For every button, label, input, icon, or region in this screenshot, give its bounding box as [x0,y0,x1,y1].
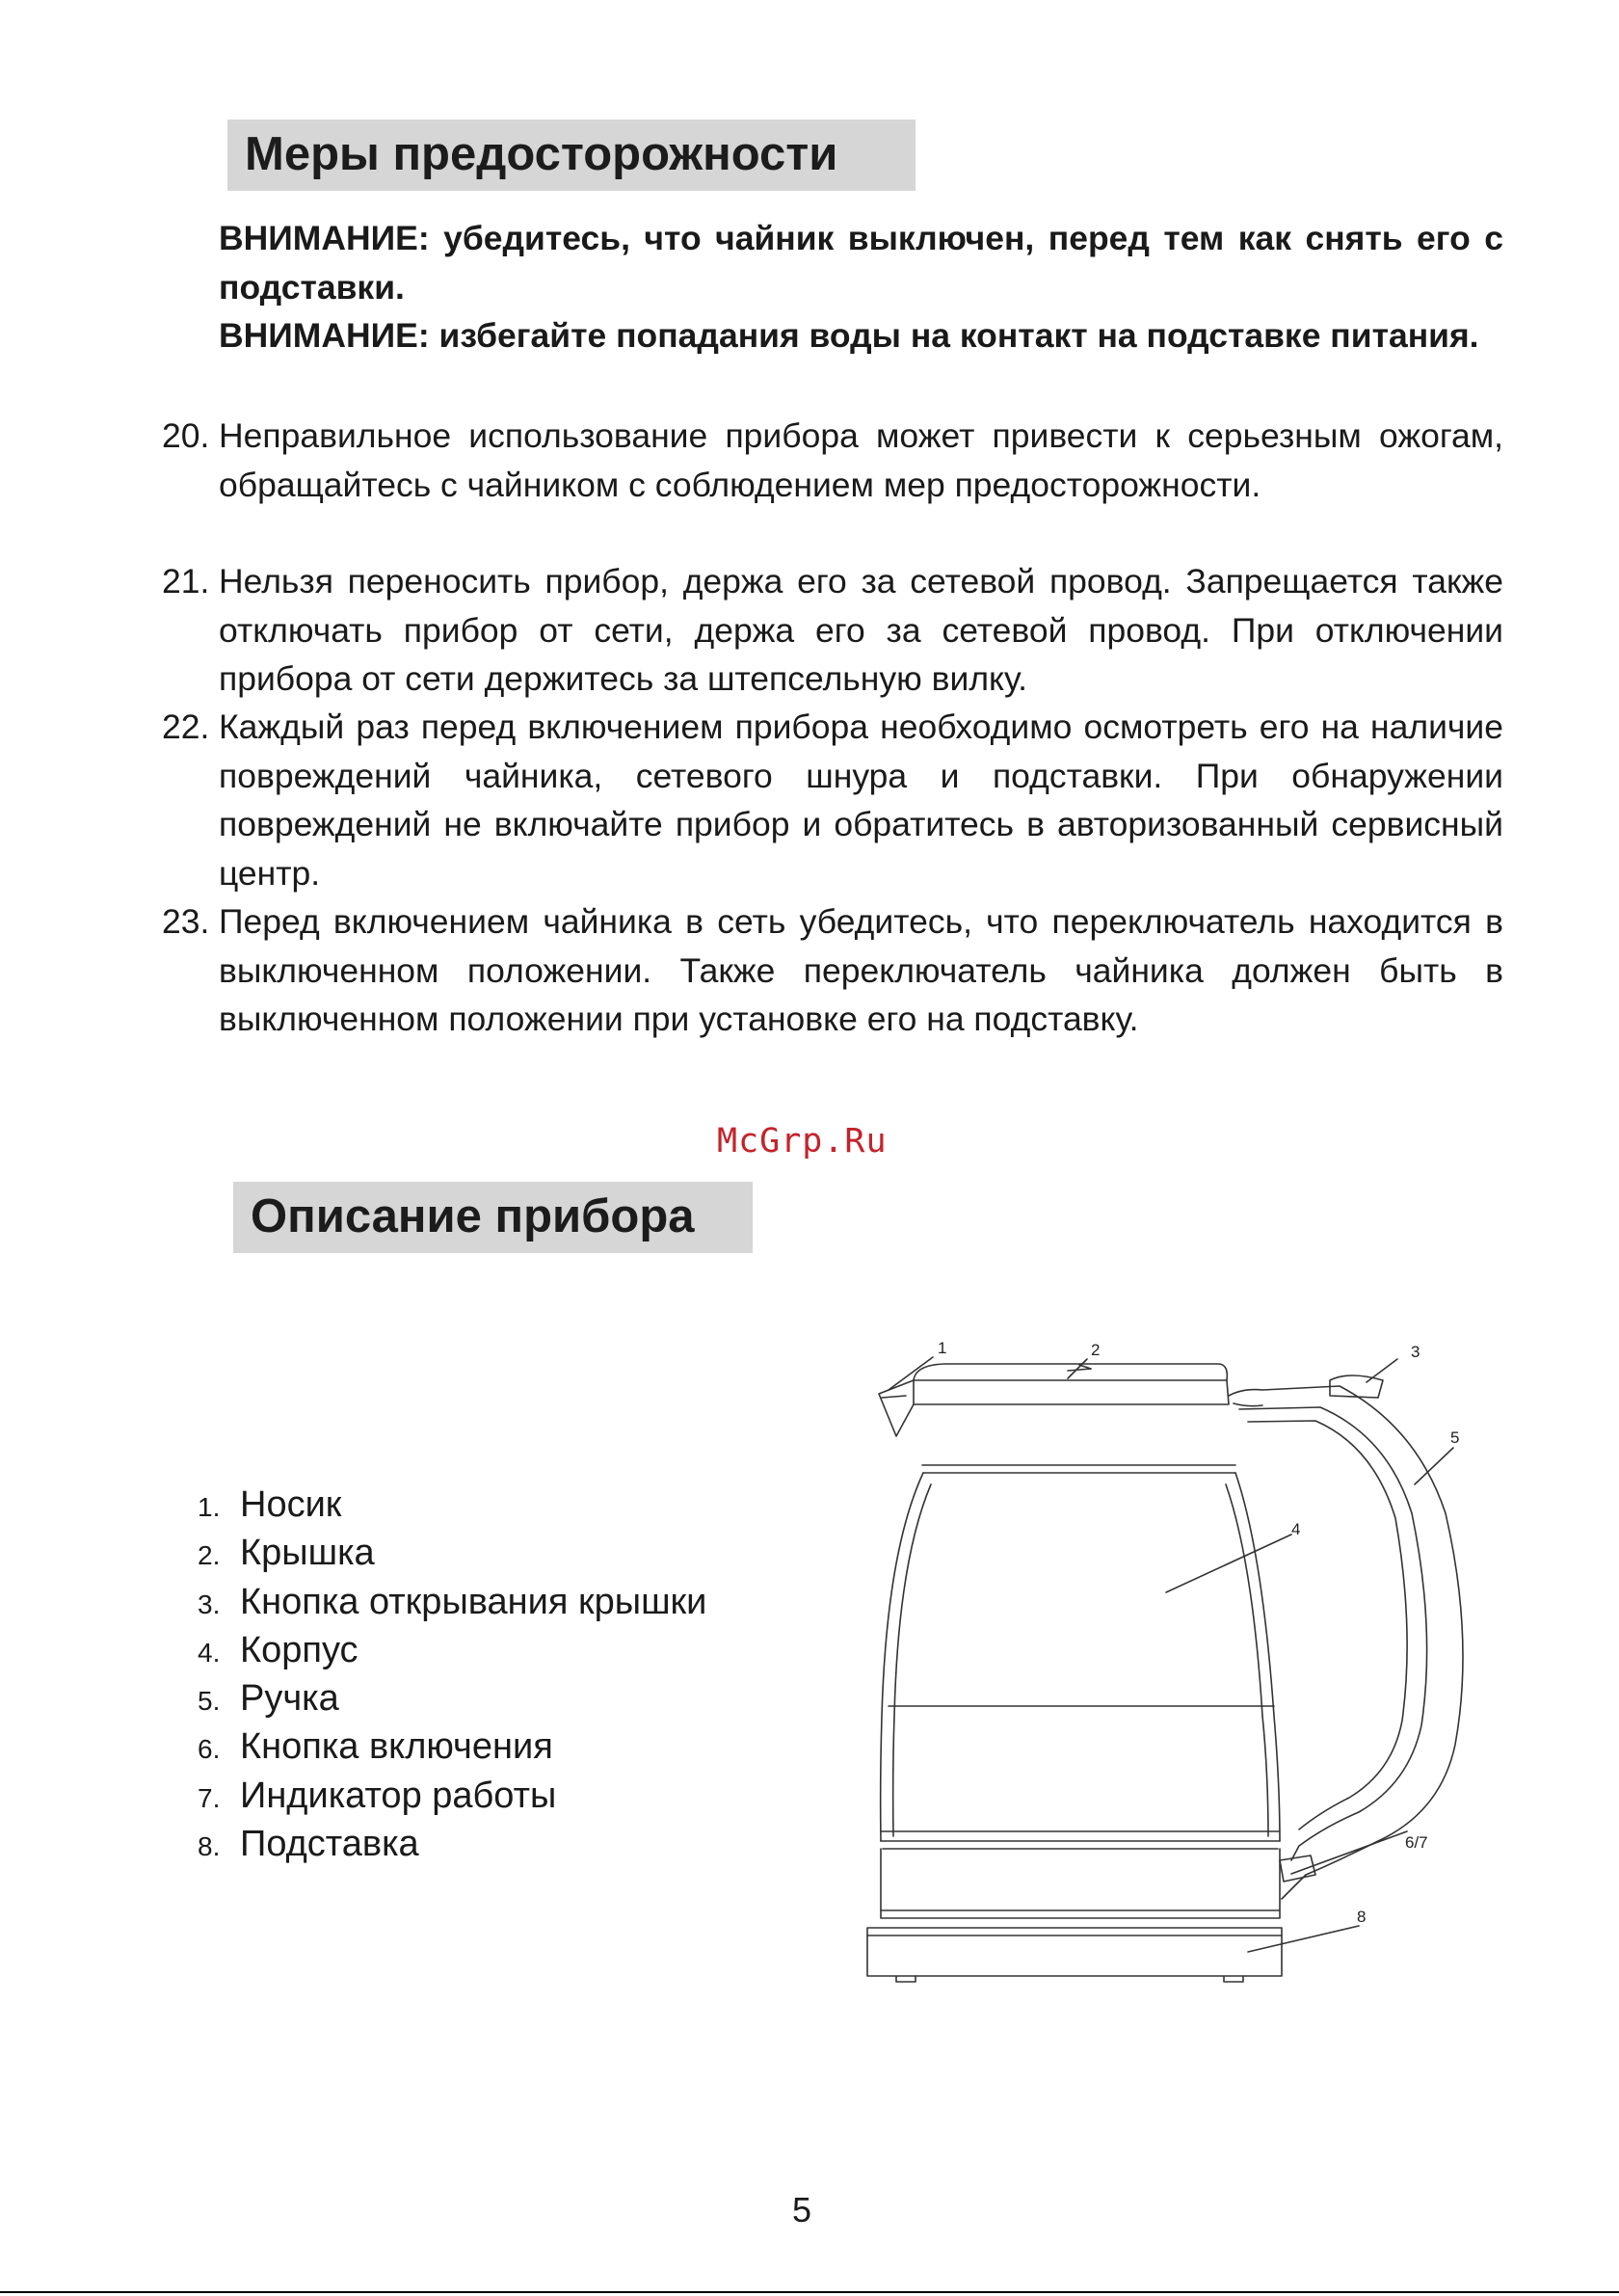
part-label: Ручка [240,1678,339,1720]
part-label: Носик [240,1484,342,1525]
parts-list-item [198,1529,706,1577]
diagram-label-5: 5 [1450,1428,1460,1447]
item-text: Неправильное использование прибора может привести к серьезным ожогам, обращайтесь с чайником с соблюдением мер предосторожности. [219,416,1503,504]
kettle-handle [1229,1386,1463,1899]
part-label: Кнопка открывания крышки [240,1581,707,1622]
part-number: 2. [198,1540,221,1571]
item-text: Каждый раз перед включением прибора необходимо осмотреть его на наличие повреждений чайника, сетевого шнура и подставки. При обнаружении повреждений не включайте прибор и обратитесь в авторизованный сервисный центр. [219,707,1503,893]
item-number: 23. [162,902,210,941]
item-text: Нельзя переносить прибор, держа его за сетевой провод. Запрещается также отключать прибор от сети, держа его за сетевой провод. При отключении прибора от сети держитесь за штепсельную вилку. [219,562,1503,698]
part-number: 8. [198,1831,221,1862]
diagram-label-2: 2 [1091,1341,1101,1359]
item-number: 20. [162,416,210,455]
kettle-collar [914,1380,1229,1404]
parts-list-item [198,1578,706,1626]
diagram-label-8: 8 [1357,1908,1367,1926]
part-label: Корпус [240,1629,358,1670]
part-label: Индикатор работы [240,1775,557,1816]
part-number: 7. [198,1782,221,1813]
parts-list-item [198,1626,706,1674]
warning-water-contact: ВНИМАНИЕ: избегайте попадания воды на контакт на подставке питания. [219,316,1479,355]
item-number: 21. [162,562,210,601]
part-number: 4. [198,1637,221,1668]
part-label: Кнопка включения [240,1726,553,1768]
kettle-diagram [838,1321,1494,1995]
watermark: McGrp.Ru [717,1122,888,1161]
precaution-item-22 [162,703,1503,897]
kettle-lid [914,1364,1227,1380]
page-number: 5 [792,2190,812,2229]
part-number: 6. [198,1734,221,1765]
precaution-item-20 [162,412,1503,509]
diagram-label-4: 4 [1291,1520,1301,1538]
item-number: 22. [162,707,210,746]
parts-list-item [198,1481,706,1529]
bottom-rule [0,2291,1619,2293]
item-text: Перед включением чайника в сеть убедитесь, что переключатель находится в выключенном положении. Также переключатель чайника должен быть в выключенном положении при установке его на подставку. [219,902,1503,1038]
description-heading: Описание прибора [233,1182,753,1253]
parts-list-item [198,1674,706,1722]
parts-list-item [198,1772,706,1820]
diagram-label-3: 3 [1411,1343,1420,1361]
parts-list-item [198,1722,706,1771]
part-number: 5. [198,1686,221,1717]
precaution-item-21 [162,557,1503,704]
part-number: 3. [198,1589,221,1619]
part-label: Крышка [240,1533,375,1574]
part-label: Подставка [240,1824,419,1865]
parts-list [198,1481,706,1868]
precaution-item-23 [162,897,1503,1044]
power-switch [1280,1855,1315,1882]
parts-list-item [198,1820,706,1868]
warning-kettle-off: ВНИМАНИЕ: убедитесь, что чайник выключен, перед тем как снять его с подставки. [219,219,1503,307]
diagram-label-1: 1 [938,1339,947,1357]
kettle-spout [879,1380,914,1436]
precautions-heading: Меры предосторожности [227,120,916,191]
part-number: 1. [198,1492,221,1522]
diagram-label-6-7: 6/7 [1405,1833,1428,1852]
